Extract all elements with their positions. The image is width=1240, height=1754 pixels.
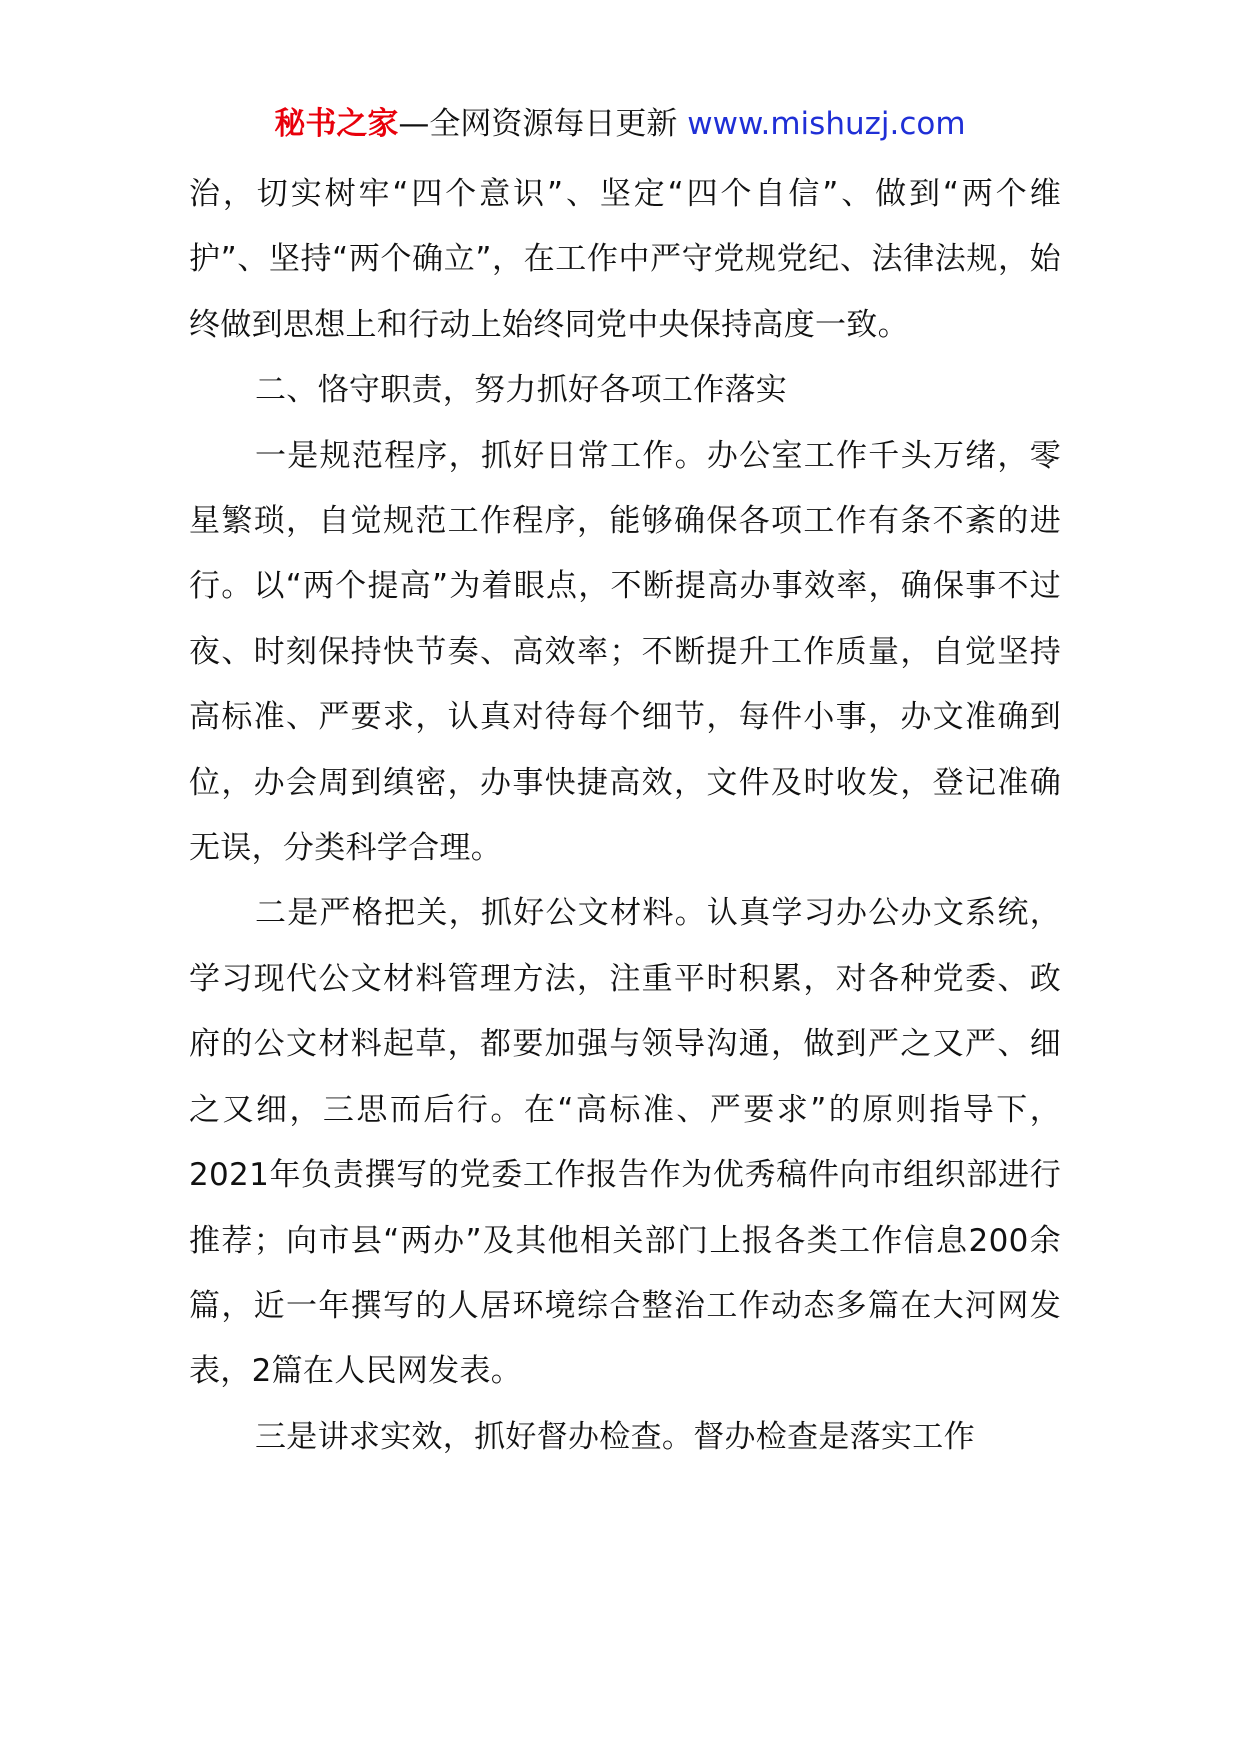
document-body [189, 162, 1061, 1470]
brand-name: 秘书之家 [274, 106, 399, 142]
paragraph-item-1: 一是规范程序，抓好日常工作。办公室工作千头万绪，零星繁琐，自觉规范工作程序，能够确保各项工作有条不紊的进行。以“两个提高”为着眼点，不断提高办事效率，确保事不过夜、时刻保持快节奏、高效率；不断提升工作质量，自觉坚持高标准、严要求，认真对待每个细节，每件小事，办文准确到位，办会周到缜密，办事快捷高效，文件及时收发，登记准确无误，分类科学合理。 [189, 437, 1061, 867]
section-heading: 二、恪守职责，努力抓好各项工作落实 [255, 372, 788, 409]
paragraph-item-3: 三是讲求实效，抓好督办检查。督办检查是落实工作 [255, 1418, 975, 1455]
paragraph-continuation: 治，切实树牢“四个意识”、坚定“四个自信”、做到“两个维护”、坚持“两个确立”，在工作中严守党规党纪、法律法规，始终做到思想上和行动上始终同党中央保持高度一致。 [189, 176, 1061, 343]
paragraph-item-2: 二是严格把关，抓好公文材料。认真学习办公办文系统，学习现代公文材料管理方法，注重平时积累，对各种党委、政府的公文材料起草，都要加强与领导沟通，做到严之又严、细之又细，三思而后行。在“高标准、严要求”的原则指导下，2021年负责撰写的党委工作报告作为优秀稿件向市组织部进行推荐；向市县“两办”及其他相关部门上报各类工作信息200余篇，近一年撰写的人居环境综合整治工作动态多篇在大河网发表，2篇在人民网发表。 [189, 895, 1061, 1390]
site-url-link[interactable]: www.mishuzj.com [687, 106, 966, 142]
header-slogan: —全网资源每日更新 [398, 106, 688, 142]
site-header [0, 102, 1240, 146]
